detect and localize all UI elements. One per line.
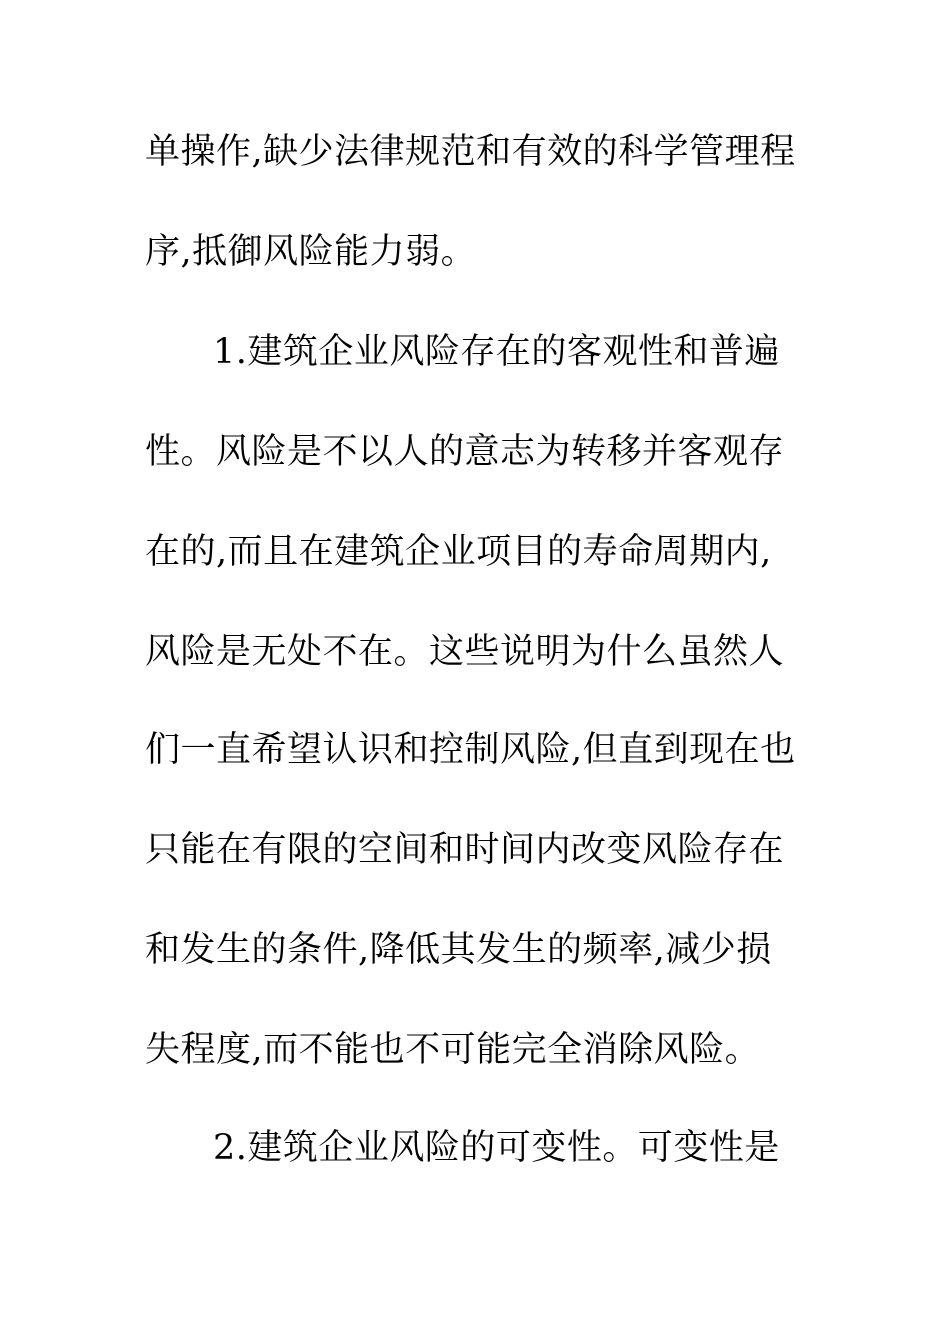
paragraph-line: 们一直希望认识和控制风险,但直到现在也 bbox=[145, 730, 796, 770]
paragraph-line: 风险是无处不在。这些说明为什么虽然人 bbox=[145, 632, 785, 672]
paragraph-line: 在的,而且在建筑企业项目的寿命周期内, bbox=[145, 532, 772, 572]
paragraph-line: 2.建筑企业风险的可变性。可变性是 bbox=[213, 1128, 780, 1168]
paragraph-line: 性。风险是不以人的意志为转移并客观存 bbox=[145, 432, 785, 472]
paragraph-line: 失程度,而不能也不可能完全消除风险。 bbox=[145, 1030, 761, 1070]
paragraph-line: 只能在有限的空间和时间内改变风险存在 bbox=[145, 830, 785, 870]
paragraph-line: 单操作,缺少法律规范和有效的科学管理程 bbox=[145, 132, 796, 172]
paragraph-line: 和发生的条件,降低其发生的频率,减少损 bbox=[145, 930, 772, 970]
paragraph-line: 1.建筑企业风险存在的客观性和普遍 bbox=[213, 332, 780, 372]
paragraph-line: 序,抵御风险能力弱。 bbox=[145, 232, 477, 272]
